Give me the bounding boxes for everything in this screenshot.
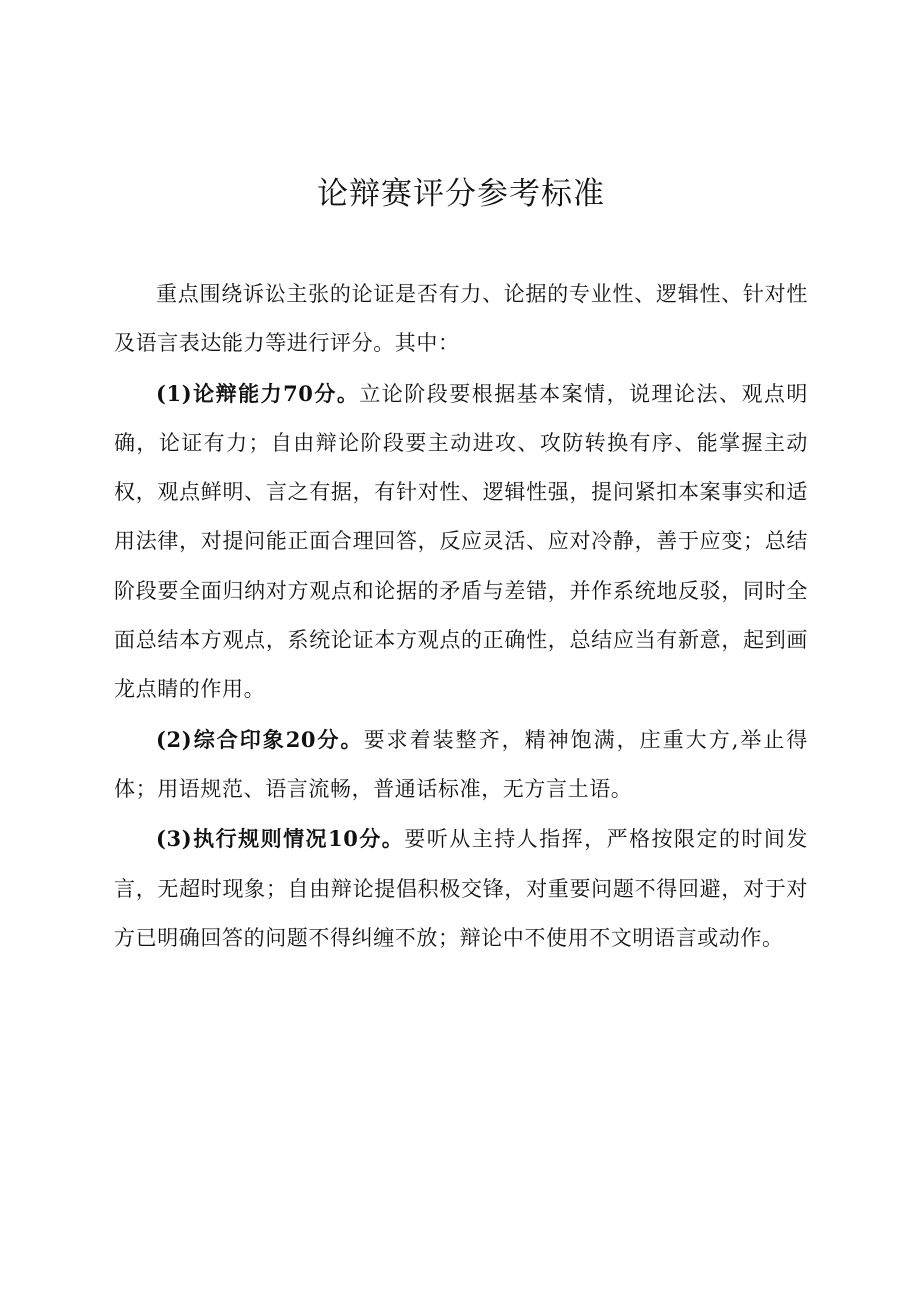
document-body [114,270,808,963]
criterion-text-3: 要听从主持人指挥，严格按限定的时间发言，无超时现象；自由辩论提倡积极交锋，对重要问题不得回避，对于对方已明确回答的问题不得纠缠不放；辩论中不使用不文明语言或动作。 [114,827,808,950]
criterion-text-2: 要求着装整齐，精神饱满，庄重大方,举止得体；用语规范、语言流畅，普通话标准，无方言土语。 [114,727,808,801]
document-title: 论辩赛评分参考标准 [317,176,605,212]
criterion-text-1: 立论阶段要根据基本案情，说理论法、观点明确，论证有力；自由辩论阶段要主动进攻、攻防转换有序、能掌握主动权，观点鲜明、言之有据，有针对性、逻辑性强，提问紧扣本案事实和适用法律，对提问能正面合理回答，反应灵活、应对冷静，善于应变；总结阶段要全面归纳对方观点和论据的矛盾与差错，并作系统地反驳，同时全面总结本方观点，系统论证本方观点的正确性，总结应当有新意，起到画龙点睛的作用。 [114,381,808,702]
criterion-heading-1: (1)论辩能力70分。 [156,380,360,406]
criterion-heading-2: (2)综合印象20分。 [156,726,364,752]
criterion-heading-3: (3)执行规则情况10分。 [156,826,405,852]
intro-paragraph: 重点围绕诉讼主张的论证是否有力、论据的专业性、逻辑性、针对性及语言表达能力等进行评分。其中： [114,282,808,356]
criterion-paragraph-2 [114,715,808,815]
criterion-paragraph-1 [114,369,808,715]
criterion-paragraph-3 [114,814,808,963]
